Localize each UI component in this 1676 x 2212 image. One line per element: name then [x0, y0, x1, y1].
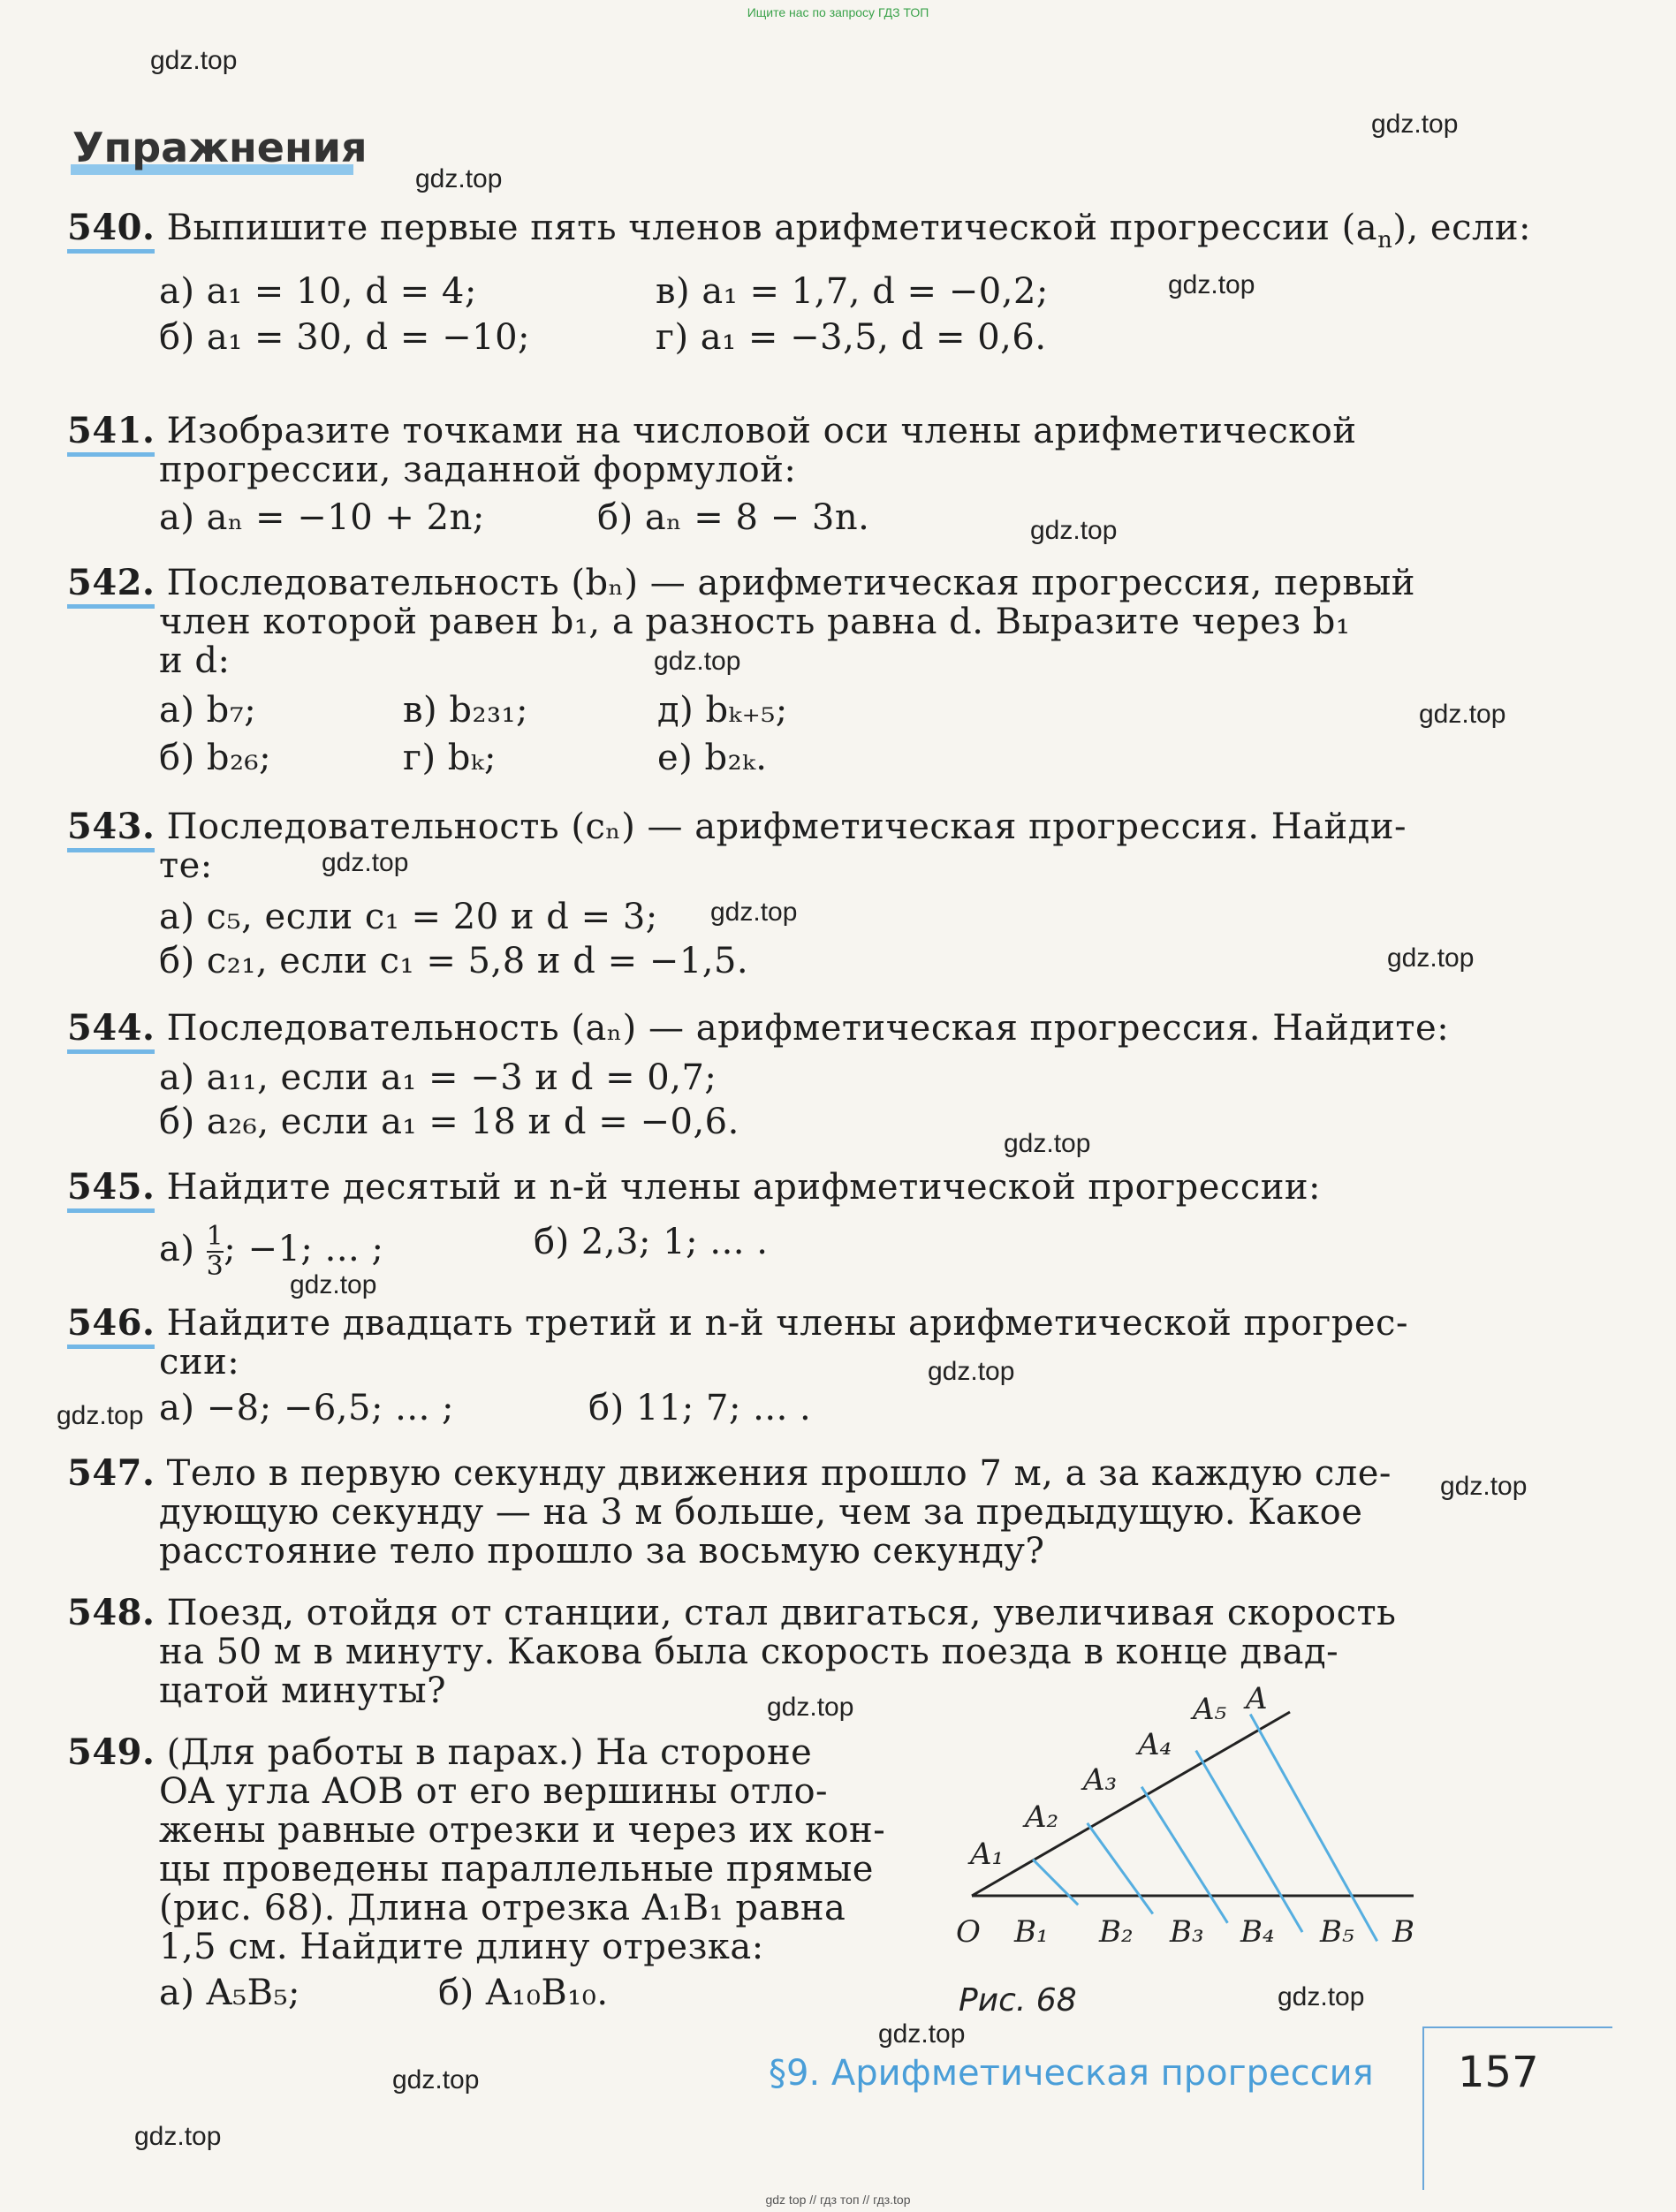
watermark: gdz.top: [322, 848, 409, 877]
exercise-text: на 50 м в минуту. Какова была скорость поезда в конце двад-: [159, 1632, 1339, 1672]
label-a: A: [1246, 1681, 1268, 1716]
exercise-number: 547.: [67, 1452, 155, 1494]
exercise-text: 1,5 см. Найдите длину отрезка:: [159, 1927, 764, 1967]
item-g: г) a₁ = −3,5, d = 0,6.: [656, 317, 1047, 358]
top-banner: Ищите нас по запросу ГДЗ ТОП: [747, 5, 929, 19]
exercise-number: 540.: [67, 207, 155, 254]
watermark: gdz.top: [928, 1357, 1015, 1386]
item-b: б) 11; 7; ... .: [588, 1388, 812, 1428]
item-d: д) bₖ₊₅;: [657, 690, 788, 731]
item-v: в) b₂₃₁;: [403, 690, 529, 731]
watermark: gdz.top: [1030, 516, 1118, 545]
item-b: б) a₂₆, если a₁ = 18 и d = −0,6.: [159, 1102, 739, 1142]
exercise-text: и d:: [159, 640, 231, 681]
label-b3: B₃: [1170, 1914, 1204, 1950]
label-b4: B₄: [1240, 1914, 1275, 1950]
watermark: gdz.top: [654, 647, 741, 676]
label-a4: A₄: [1138, 1727, 1172, 1762]
fraction-numerator: 1: [206, 1221, 224, 1252]
item-b: б) b₂₆;: [159, 738, 272, 778]
exercise-number: 548.: [67, 1592, 155, 1633]
item-g: г) bₖ;: [403, 738, 497, 778]
exercise-text: расстояние тело прошло за восьмую секунду?: [159, 1531, 1045, 1572]
exercise-544: [67, 1007, 1450, 1152]
item-a: а) A₅B₅;: [159, 1973, 300, 2013]
watermark: gdz.top: [1168, 270, 1255, 299]
ray-oa: [972, 1712, 1290, 1896]
watermark: gdz.top: [57, 1401, 144, 1430]
exercise-text: OA угла AOB от его вершины отло-: [159, 1771, 829, 1812]
exercise-text: цатой минуты?: [159, 1670, 447, 1711]
item-a-rest: ; −1; ... ;: [224, 1229, 384, 1269]
exercise-text-sub: n: [1377, 227, 1393, 254]
label-a3: A₃: [1083, 1762, 1118, 1798]
exercise-text: Последовательность (cₙ) — арифметическая прогрессия. Найди-: [166, 807, 1407, 847]
label-b1: B₁: [1014, 1914, 1049, 1950]
item-a: а) a₁ = 10, d = 4;: [159, 271, 477, 312]
watermark: gdz.top: [392, 2065, 480, 2095]
label-b: B: [1392, 1914, 1414, 1950]
exercise-number: 542.: [67, 562, 155, 609]
watermark: gdz.top: [1278, 1982, 1365, 2011]
watermark: gdz.top: [878, 2019, 966, 2049]
watermark: gdz.top: [1419, 700, 1506, 729]
exercise-number: 544.: [67, 1007, 155, 1054]
item-a: [159, 1223, 383, 1281]
item-a-label: а): [159, 1229, 195, 1269]
watermark: gdz.top: [134, 2122, 222, 2151]
watermark: gdz.top: [710, 898, 798, 927]
exercise-text: (Для работы в парах.) На стороне: [166, 1732, 813, 1773]
page-number: 157: [1458, 2048, 1539, 2097]
exercise-text: Последовательность (aₙ) — арифметическая прогрессия. Найдите:: [166, 1008, 1450, 1049]
figure-caption: Рис. 68: [959, 1982, 1077, 2019]
exercise-text: Поезд, отойдя от станции, стал двигаться, увеличивая скорость: [166, 1593, 1397, 1633]
exercise-text: цы проведены параллельные прямые: [159, 1849, 874, 1890]
exercise-number: 545.: [67, 1166, 155, 1213]
exercise-text: член которой равен b₁, а разность равна d. Выразите через b₁: [159, 602, 1351, 642]
item-v: в) a₁ = 1,7, d = −0,2;: [656, 271, 1049, 312]
fraction-denominator: 3: [206, 1251, 224, 1282]
exercise-text: Найдите десятый и n-й члены арифметической прогрессии:: [166, 1167, 1322, 1208]
section-heading: Упражнения: [72, 124, 368, 171]
figure-68: [937, 1678, 1431, 1970]
exercise-text: Изобразите точками на числовой оси члены арифметической: [166, 411, 1357, 451]
watermark: gdz.top: [767, 1693, 854, 1722]
exercise-546: [67, 1304, 1428, 1436]
parallel-line-1: [1033, 1860, 1078, 1905]
exercise-541: [67, 412, 1428, 544]
item-a: а) −8; −6,5; ... ;: [159, 1388, 454, 1428]
exercise-text: жены равные отрезки и через их кон-: [159, 1810, 886, 1851]
parallel-line-2: [1088, 1823, 1153, 1914]
exercise-text: те:: [159, 845, 213, 886]
exercise-text: Последовательность (bₙ) — арифметическая прогрессия, первый: [166, 563, 1415, 603]
exercise-text: Тело в первую секунду движения прошло 7 м, а за каждую сле-: [166, 1453, 1392, 1494]
exercise-540: [67, 207, 1532, 367]
item-a: а) a₁₁, если a₁ = −3 и d = 0,7;: [159, 1057, 717, 1098]
exercise-number: 541.: [67, 410, 155, 457]
watermark: gdz.top: [1387, 943, 1475, 973]
exercise-text: Найдите двадцать третий и n-й члены арифметической прогрес-: [166, 1303, 1408, 1344]
item-b: б) aₙ = 8 − 3n.: [597, 497, 870, 538]
watermark: gdz.top: [415, 164, 503, 193]
item-b: б) a₁ = 30, d = −10;: [159, 317, 530, 358]
footer-rule-vertical: [1422, 2026, 1424, 2190]
label-b5: B₅: [1320, 1914, 1354, 1950]
parallel-line-3: [1141, 1787, 1227, 1923]
exercise-text-end: ), если:: [1392, 208, 1532, 248]
item-a: а) c₅, если c₁ = 20 и d = 3;: [159, 897, 658, 937]
exercise-text: дующую секунду — на 3 м больше, чем за предыдущую. Какое: [159, 1492, 1363, 1533]
watermark: gdz.top: [290, 1270, 377, 1299]
watermark: gdz.top: [1440, 1472, 1528, 1501]
exercise-number: 549.: [67, 1731, 155, 1773]
item-b: б) A₁₀B₁₀.: [438, 1973, 609, 2013]
label-a1: A₁: [970, 1837, 1005, 1872]
exercise-number: 543.: [67, 806, 155, 852]
bottom-banner: gdz top // гдз топ // гдз.top: [765, 2193, 911, 2207]
exercise-542: [67, 564, 1428, 786]
exercise-number: 546.: [67, 1302, 155, 1349]
label-a2: A₂: [1025, 1799, 1059, 1835]
exercise-text: прогрессии, заданной формулой:: [159, 450, 797, 490]
watermark: gdz.top: [150, 46, 238, 75]
exercise-text: (рис. 68). Длина отрезка A₁B₁ равна: [159, 1888, 846, 1928]
watermark: gdz.top: [1371, 110, 1459, 139]
label-o: O: [956, 1914, 981, 1950]
label-a5: A₅: [1193, 1692, 1227, 1727]
item-b: б) c₂₁, если c₁ = 5,8 и d = −1,5.: [159, 941, 749, 981]
watermark: gdz.top: [1004, 1129, 1091, 1158]
exercise-547: [67, 1454, 1428, 1571]
exercise-text: сии:: [159, 1342, 240, 1382]
exercise-543: [67, 807, 1428, 993]
exercise-545: [67, 1166, 1428, 1282]
exercise-549: [67, 1733, 933, 2021]
item-a: а) b₇;: [159, 690, 257, 731]
parallel-lines: [1033, 1715, 1377, 1942]
parallel-line-5: [1250, 1715, 1376, 1942]
exercise-text: Выпишите первые пять членов арифметической прогрессии (a: [166, 208, 1378, 248]
item-b: б) 2,3; 1; ... .: [534, 1222, 769, 1262]
section-title: §9. Арифметическая прогрессия: [769, 2053, 1374, 2094]
item-a: а) aₙ = −10 + 2n;: [159, 497, 485, 538]
item-e: е) b₂ₖ.: [657, 738, 768, 778]
fraction: [207, 1223, 224, 1281]
label-b2: B₂: [1099, 1914, 1134, 1950]
footer-rule: [1422, 2026, 1612, 2028]
